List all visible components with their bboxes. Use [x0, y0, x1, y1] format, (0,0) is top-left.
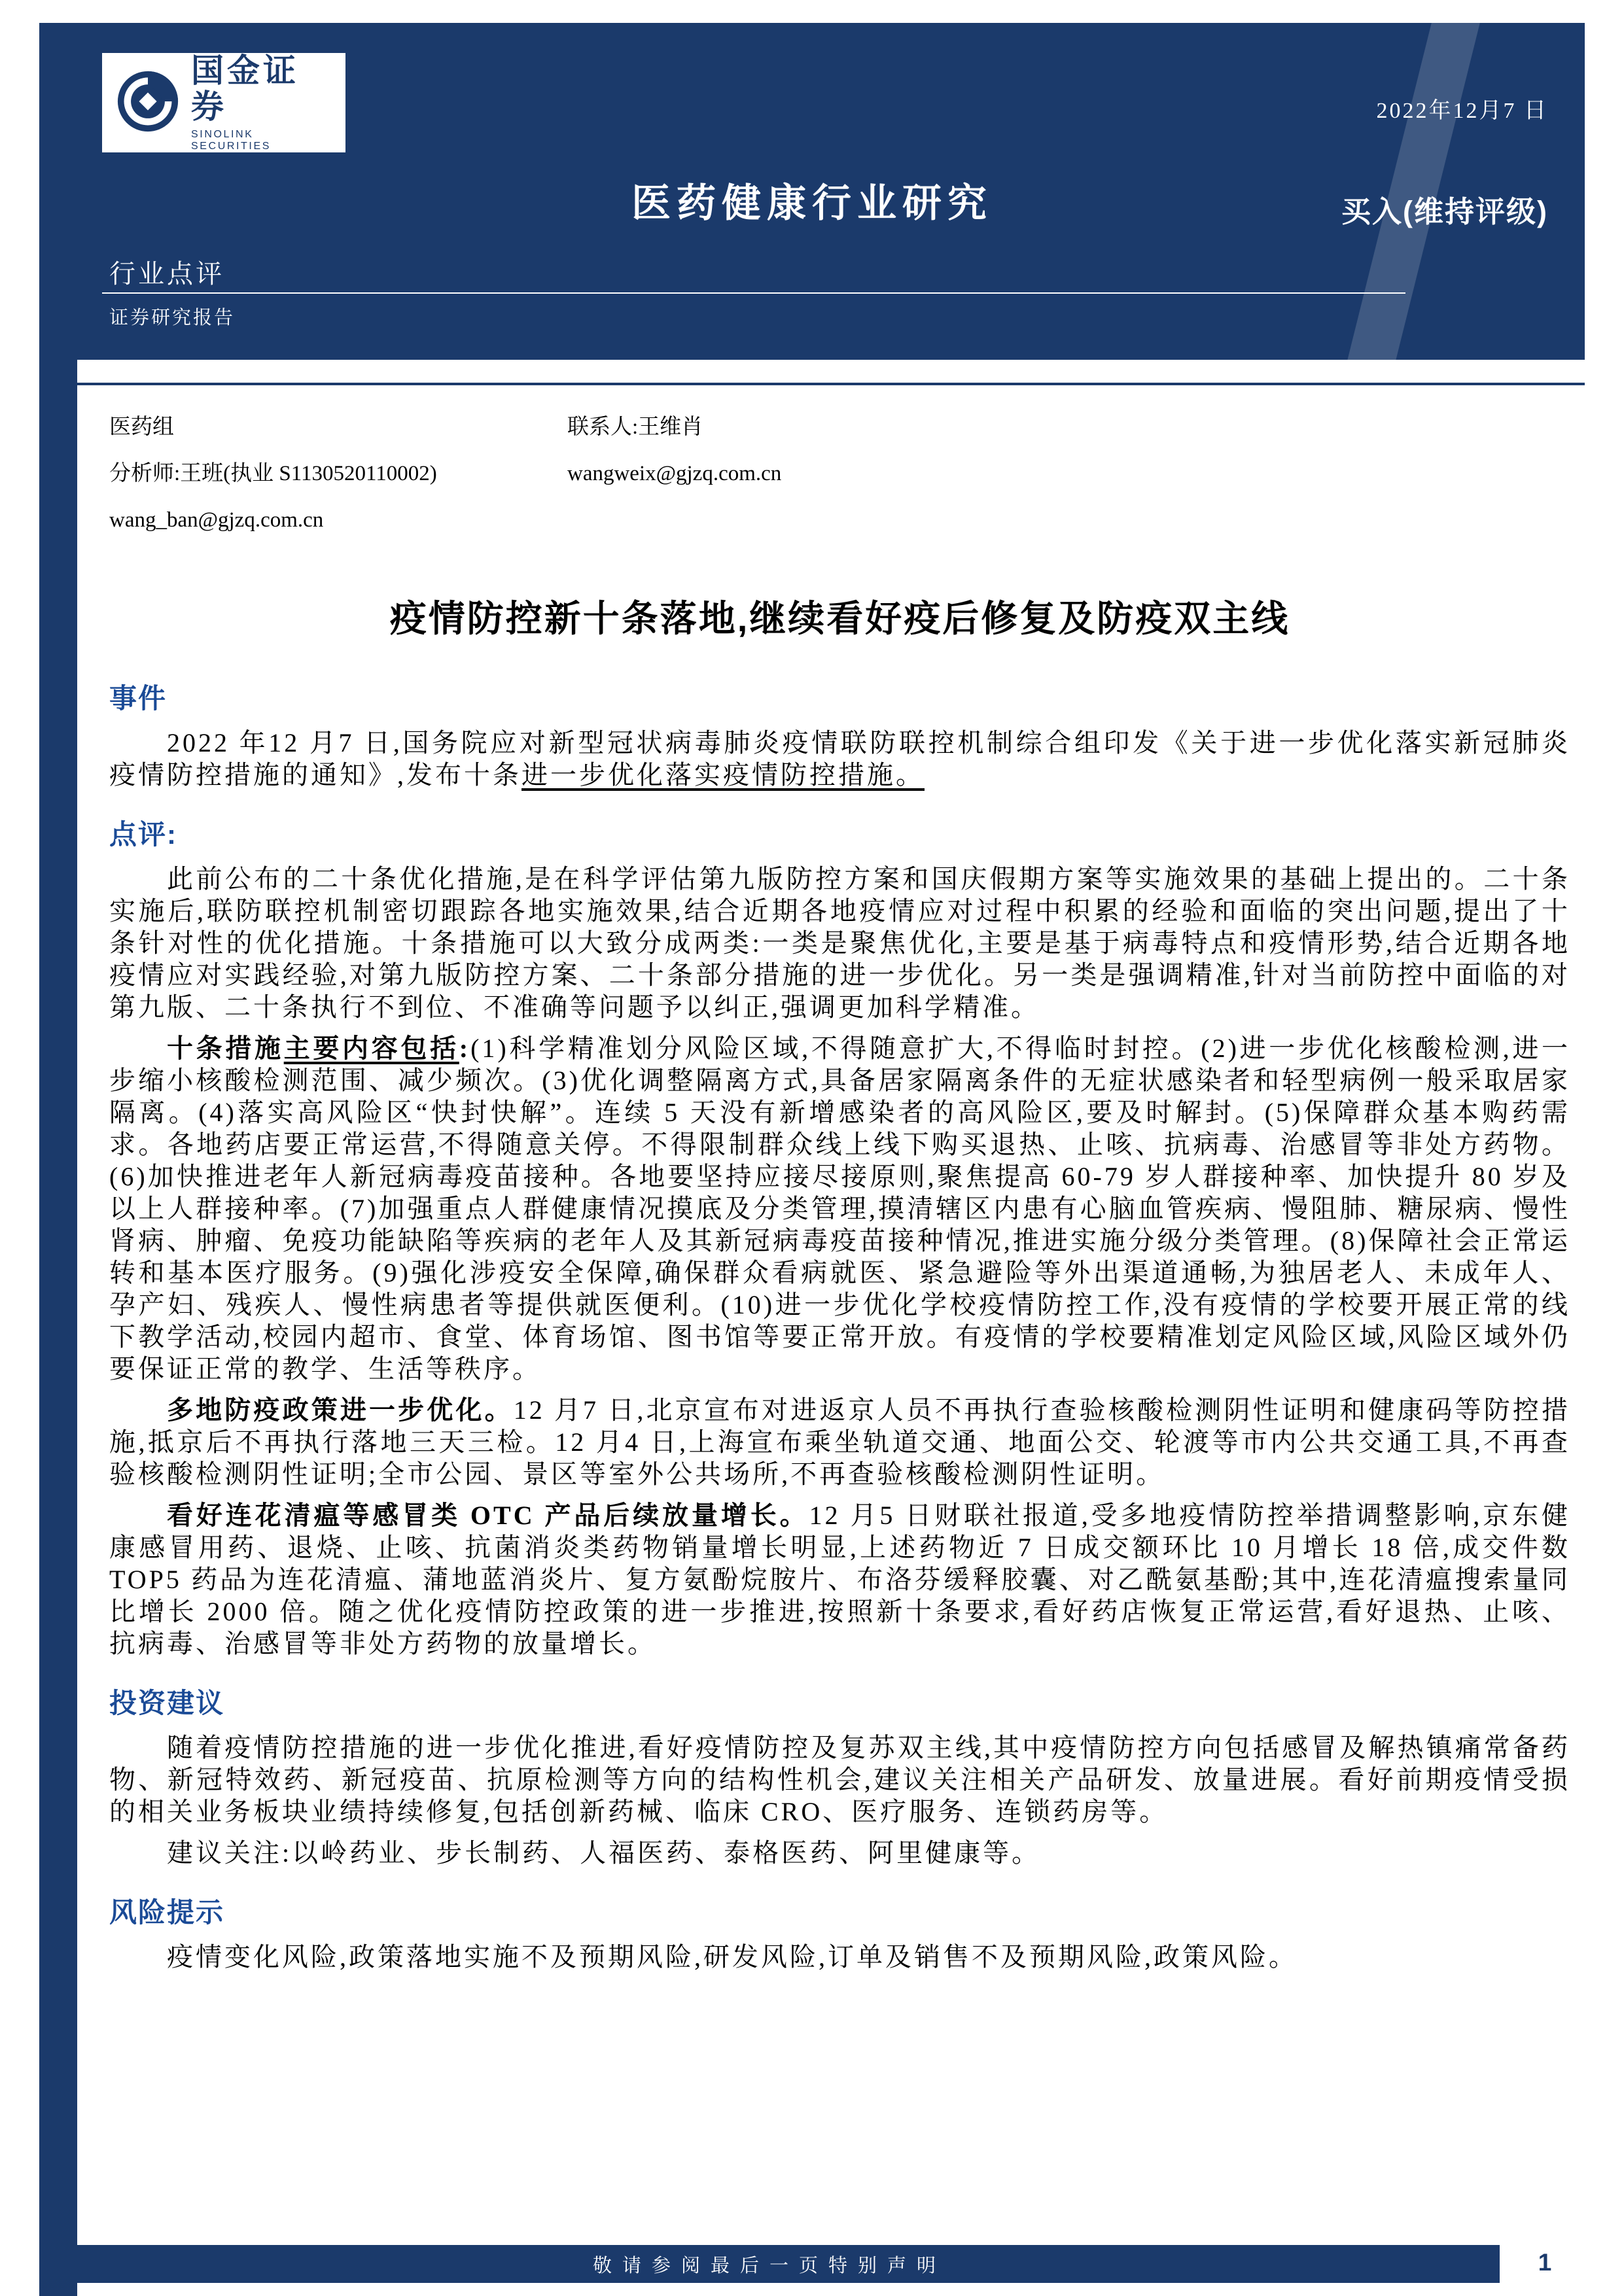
category-label: 行业点评: [109, 260, 224, 288]
emphasized-text: 主要内容包括: [283, 1034, 459, 1063]
body-text: 12 月5 日财联社报道,受多地疫情防控举措调整影响,京东健康感冒用药、退烧、止咳、抗菌消炎类药物销量增长明显,上述药物近 7 日成交额环比 10 月增长 18 倍,成交件数 TOP5 药品为连花清瘟、蒲地蓝消炎片、复方氨酚烷胺片、布洛芬缓释胶囊、对乙酰氨基酚;其中,连花清瘟搜索量同比增长 2000 倍。随之优化疫情防控政策的进一步推进,按照新十条要求,看好药店恢复正常运营,看好退热、止咳、抗病毒、治感冒等非处方药物的放量增长。: [109, 1501, 1571, 1658]
paragraph: [109, 1499, 1570, 1660]
body-text: 12 月7 日,北京宣布对进返京人员不再执行查验核酸检测阴性证明和健康码等防控措施,抵京后不再执行落地三天三检。12 月4 日,上海宣布乘坐轨道交通、地面公交、轮渡等市内公共交通工具,不再查验核酸检测阴性证明;全市公园、景区等室外公共场所,不再查验核酸检测阴性证明。: [109, 1395, 1570, 1489]
page-title: 疫情防控新十条落地,继续看好疫后修复及防疫双主线: [389, 598, 1290, 639]
body-text: 2022 年12 月7 日,国务院应对新型冠状病毒肺炎疫情联防联控机制综合组印发《关于进一步优化落实新冠肺炎疫情防控措施的通知》,发布十条: [109, 728, 1570, 790]
paragraph: [109, 727, 1570, 791]
body-text: (1)科学精准划分风险区域,不得随意扩大,不得临时封控。(2)进一步优化核酸检测,进一步缩小核酸检测范围、减少频次。(3)优化调整隔离方式,具备居家隔离条件的无症状感染者和轻型病例一般采取居家隔离。(4)落实高风险区“快封快解”。连续 5 天没有新增感染者的高风险区,要及时解封。(5)保障群众基本购药需求。各地药店要正常运营,不得随意关停。不得限制群众线上线下购买退热、止咳、抗病毒、治感冒等非处方药物。(6)加快推进老年人新冠病毒疫苗接种。各地要坚持应接尽接原则,聚焦提高 60-79 岁人群接种率、加快提升 80 岁及以上人群接种率。(7)加强重点人群健康情况摸底及分类管理,摸清辖区内患有心脑血管疾病、慢阻肺、糖尿病、慢性肾病、肿瘤、免疫功能缺陷等疾病的老年人及其新冠病毒疫苗接种情况,推进实施分级分类管理。(8)保障社会正常运转和基本医疗服务。(9)强化涉疫安全保障,确保群众看病就医、紧急避险等外出渠道通畅,为独居老人、未成年人、孕产妇、残疾人、慢性病患者等提供就医便利。(10)进一步优化学校疫情防控工作,没有疫情的学校要开展正常的线下教学活动,校园内超市、食堂、体育场馆、图书馆等要正常开放。有疫情的学校要精准划定风险区域,风险区域外仍要保证正常的教学、生活等秩序。: [109, 1034, 1571, 1383]
section: [109, 813, 1570, 1660]
footer-disclaimer: 敬请参阅最后一页特别声明: [592, 2255, 946, 2276]
report-date: 2022年12月7 日: [1376, 99, 1548, 123]
paragraph: [109, 1837, 1570, 1869]
body-text: 建议关注:以岭药业、步长制药、人福医药、泰格医药、阿里健康等。: [167, 1838, 1041, 1868]
page-number: 1: [1538, 2249, 1552, 2276]
body-text: 此前公布的二十条优化措施,是在科学评估第九版防控方案和国庆假期方案等实施效果的基础上提出的。二十条实施后,联防联控机制密切跟踪各地实施效果,结合近期各地疫情应对过程中积累的经验和面临的突出问题,提出了十条针对性的优化措施。十条措施可以大致分成两类:一类是聚焦优化,主要是基于病毒特点和疫情形势,结合近期各地疫情应对实践经验,对第九版防控方案、二十条部分措施的进一步优化。另一类是强调精准,针对当前防控中面临的对第九版、二十条执行不到位、不准确等问题予以纠正,强调更加科学精准。: [109, 864, 1570, 1022]
contact-email: wangweix@gjzq.com.cn: [567, 461, 782, 485]
contact-name: 联系人:王维肖: [567, 415, 703, 439]
paragraph: [109, 1032, 1570, 1385]
paragraph: [109, 863, 1570, 1023]
body-text: 随着疫情防控措施的进一步优化推进,看好疫情防控及复苏双主线,其中疫情防控方向包括感冒及解热镇痛常备药物、新冠特效药、新冠疫苗、抗原检测等方向的结构性机会,建议关注相关产品研发、放量进展。看好前期疫情受损的相关业务板块业绩持续修复,包括创新药械、临床 CRO、医疗服务、连锁药房等。: [109, 1733, 1570, 1826]
analyst-email: wang_ban@gjzq.com.cn: [109, 508, 324, 532]
analyst-name: 分析师:王班(执业 S1130520110002): [109, 461, 437, 485]
doc-type-label: 证券研究报告: [109, 307, 236, 328]
sections: [109, 677, 1570, 1982]
section: [109, 677, 1570, 791]
section-heading: 点评:: [109, 819, 177, 850]
section-heading: 事件: [109, 683, 168, 714]
logo-text: [191, 53, 331, 152]
report-series-title: 医药健康行业研究: [631, 181, 993, 225]
header-divider-line: [102, 292, 1405, 294]
rating-badge: 买入(维持评级): [1341, 195, 1548, 228]
section-heading: 风险提示: [109, 1897, 225, 1928]
section: [109, 1682, 1570, 1869]
header-bottom-rule: [39, 383, 1585, 385]
analyst-block: [109, 413, 1570, 534]
emphasized-text: 看好连花清瘟等感冒类 OTC 产品后续放量增长。: [167, 1501, 809, 1530]
paragraph: [109, 1394, 1570, 1490]
analyst-block-spacer: [567, 506, 1570, 534]
header-band: [39, 23, 1585, 360]
logo: [102, 53, 345, 152]
sinolink-logo-icon: [116, 70, 179, 136]
section: [109, 1891, 1570, 1973]
emphasized-text: :: [459, 1034, 471, 1063]
logo-name-en: SINOLINK SECURITIES: [191, 129, 272, 152]
section-heading: 投资建议: [109, 1688, 225, 1718]
logo-name-cn: 国金证券: [191, 52, 299, 125]
emphasized-text: 进一步优化落实疫情防控措施。: [521, 760, 925, 790]
emphasized-text: 多地防疫政策进一步优化。: [167, 1395, 514, 1425]
paragraph: [109, 1941, 1570, 1973]
left-accent-bar: [39, 23, 77, 2296]
analyst-group: 医药组: [109, 415, 174, 439]
paragraph: [109, 1731, 1570, 1828]
footer-bar: [39, 2245, 1500, 2283]
body-text: 疫情变化风险,政策落地实施不及预期风险,研发风险,订单及销售不及预期风险,政策风险。: [167, 1942, 1297, 1972]
emphasized-text: 十条措施: [167, 1034, 284, 1063]
